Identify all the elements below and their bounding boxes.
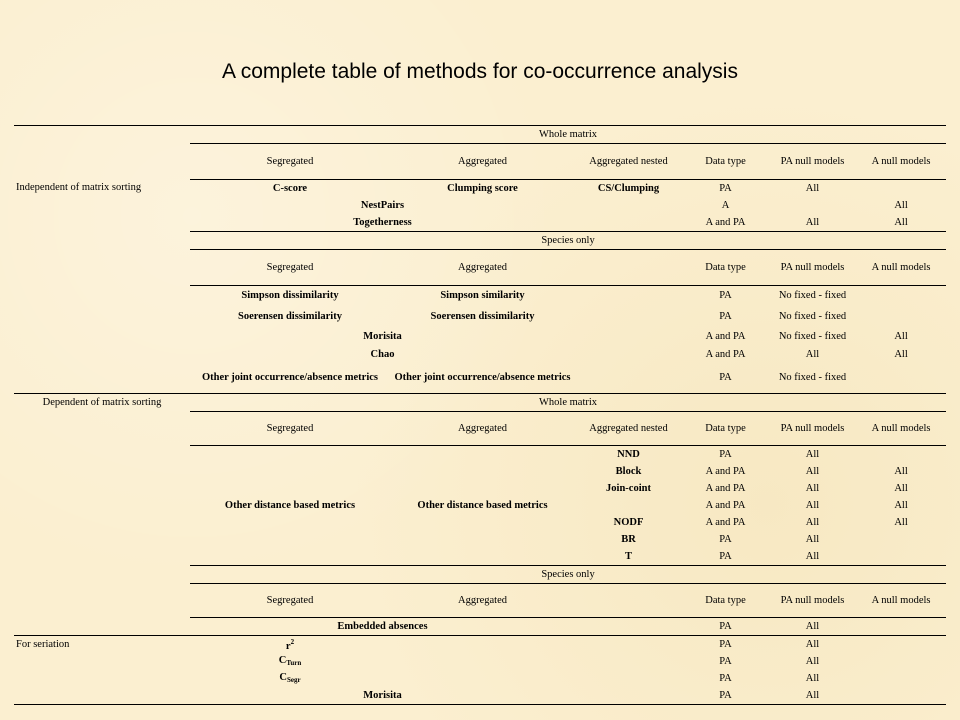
cell: A and PA bbox=[705, 216, 746, 228]
col-header: A null models bbox=[871, 261, 931, 273]
cell: All bbox=[805, 533, 820, 545]
page-title: A complete table of methods for co-occurrence analysis bbox=[222, 60, 738, 83]
cell: All bbox=[769, 636, 856, 654]
cell: All bbox=[805, 672, 820, 684]
section-header: Species only bbox=[190, 566, 946, 584]
cell: PA bbox=[719, 550, 732, 562]
cell: All bbox=[805, 349, 820, 360]
col-header: Segregated bbox=[266, 422, 314, 434]
cell: All bbox=[805, 482, 820, 494]
table-row bbox=[14, 250, 946, 286]
table-row bbox=[14, 584, 946, 618]
table-row bbox=[14, 364, 946, 394]
cell: All bbox=[769, 618, 856, 636]
cell: A bbox=[721, 199, 730, 211]
cell: Block bbox=[615, 465, 642, 477]
cell: PA bbox=[719, 533, 732, 545]
col-header: Data type bbox=[705, 422, 746, 434]
cell: A and PA bbox=[705, 349, 746, 360]
table-row bbox=[14, 232, 946, 250]
cell: PA bbox=[719, 372, 732, 384]
cell: Join-coint bbox=[606, 482, 651, 494]
table-row bbox=[14, 180, 946, 198]
cell: All bbox=[894, 216, 908, 228]
cell: A and PA bbox=[705, 331, 746, 342]
cell: Other joint occurrence/absence metrics bbox=[201, 372, 378, 384]
cell: NODF bbox=[613, 516, 644, 528]
cell: All bbox=[769, 180, 856, 198]
cell: All bbox=[894, 199, 908, 211]
col-header: Data type bbox=[705, 594, 746, 606]
col-header: Segregated bbox=[266, 594, 314, 606]
table-row bbox=[14, 394, 946, 412]
table-row bbox=[14, 446, 946, 464]
table-row bbox=[14, 214, 946, 232]
col-header: Aggregated bbox=[458, 422, 507, 434]
cell: PA bbox=[682, 636, 769, 654]
cell: All bbox=[894, 499, 908, 511]
col-header: Aggregated bbox=[458, 594, 507, 606]
cell: All bbox=[805, 216, 820, 228]
section-header: Whole matrix bbox=[190, 126, 946, 144]
cell: All bbox=[894, 331, 908, 342]
col-header: Aggregated bbox=[458, 155, 507, 167]
cell: Soerensen dissimilarity bbox=[430, 311, 535, 322]
cell: CS/Clumping bbox=[575, 180, 682, 198]
cell: Morisita bbox=[363, 331, 402, 342]
category-label: Independent of matrix sorting bbox=[16, 182, 142, 194]
cell: PA bbox=[682, 618, 769, 636]
table-row bbox=[14, 670, 946, 687]
cell: All bbox=[805, 516, 820, 528]
cell: Other distance based metrics bbox=[390, 446, 575, 566]
cell: All bbox=[894, 516, 908, 528]
cell: NestPairs bbox=[360, 199, 405, 211]
table-row bbox=[14, 144, 946, 180]
cell: All bbox=[805, 655, 820, 667]
table-row bbox=[14, 618, 946, 636]
cell: Clumping score bbox=[390, 180, 575, 198]
cell: All bbox=[769, 446, 856, 464]
cell: Chao bbox=[370, 349, 395, 360]
cell: All bbox=[894, 465, 908, 477]
table-row bbox=[14, 653, 946, 670]
col-header: A null models bbox=[871, 422, 931, 434]
table-row bbox=[14, 197, 946, 214]
col-header: Aggregated nested bbox=[589, 155, 668, 167]
col-header: PA null models bbox=[780, 155, 845, 167]
cell: A and PA bbox=[705, 516, 746, 528]
col-header: Segregated bbox=[266, 155, 314, 167]
cell: A and PA bbox=[705, 499, 746, 511]
table-row bbox=[14, 307, 946, 328]
cell: $r^2$ bbox=[190, 636, 390, 654]
cell: Simpson similarity bbox=[390, 286, 575, 307]
col-header: A null models bbox=[871, 594, 931, 606]
section-header: Species only bbox=[190, 232, 946, 250]
category-label: For seriation bbox=[14, 636, 190, 654]
table-row bbox=[14, 636, 946, 654]
col-header: Aggregated nested bbox=[589, 422, 668, 434]
cell: All bbox=[805, 550, 820, 562]
cell: PA bbox=[719, 672, 732, 684]
cell: No fixed - fixed bbox=[778, 311, 847, 322]
methods-table bbox=[14, 125, 946, 705]
cell: Embedded absences bbox=[190, 618, 575, 636]
table-row bbox=[14, 412, 946, 446]
col-header: A null models bbox=[871, 155, 931, 167]
cell: All bbox=[894, 482, 908, 494]
cell: Other joint occurrence/absence metrics bbox=[394, 372, 571, 384]
cell: NND bbox=[575, 446, 682, 464]
cell: All bbox=[805, 465, 820, 477]
col-header: Aggregated bbox=[458, 261, 507, 273]
cell: PA bbox=[719, 311, 732, 322]
cell: Simpson dissimilarity bbox=[190, 286, 390, 307]
cell: All bbox=[805, 499, 820, 511]
cell: No fixed - fixed bbox=[778, 331, 847, 342]
cell: A and PA bbox=[705, 482, 746, 494]
cell: C-score bbox=[190, 180, 390, 198]
table-row bbox=[14, 566, 946, 584]
cell: PA bbox=[682, 286, 769, 307]
category-label: Dependent of matrix sorting bbox=[14, 394, 190, 412]
col-header: Data type bbox=[705, 261, 746, 273]
cell: A and PA bbox=[705, 465, 746, 477]
cell: Soerensen dissimilarity bbox=[238, 311, 342, 322]
col-header: Segregated bbox=[266, 261, 314, 273]
table-row bbox=[14, 286, 946, 307]
cell: PA bbox=[719, 655, 732, 667]
cell: T bbox=[624, 550, 632, 562]
col-header: PA null models bbox=[780, 594, 845, 606]
cell: No fixed - fixed bbox=[769, 286, 856, 307]
cell: PA bbox=[682, 687, 769, 705]
table-row bbox=[14, 687, 946, 705]
col-header: PA null models bbox=[780, 261, 845, 273]
cell: Morisita bbox=[190, 687, 575, 705]
table-row bbox=[14, 347, 946, 364]
cell: Togetherness bbox=[353, 216, 412, 228]
section-header: Whole matrix bbox=[190, 394, 946, 412]
cell: Other distance based metrics bbox=[190, 446, 390, 566]
cell: PA bbox=[682, 446, 769, 464]
col-header: PA null models bbox=[780, 422, 845, 434]
cell: All bbox=[894, 349, 908, 360]
cell: All bbox=[769, 687, 856, 705]
table-row bbox=[14, 328, 946, 347]
cell: BR bbox=[621, 533, 636, 545]
table-row bbox=[14, 126, 946, 144]
col-header: Data type bbox=[705, 155, 746, 167]
cell: $C_{Turn}$ bbox=[278, 654, 302, 667]
cell: No fixed - fixed bbox=[778, 372, 847, 384]
cell: PA bbox=[682, 180, 769, 198]
cell: $C_{Segr}$ bbox=[279, 671, 301, 684]
